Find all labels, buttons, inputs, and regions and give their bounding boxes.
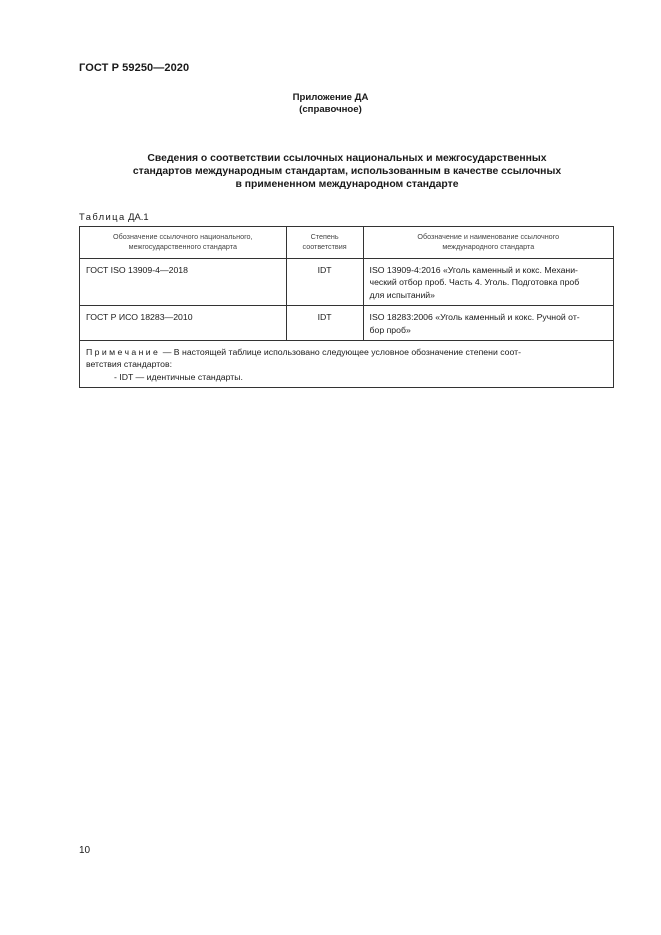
- section-title-line-3: в примененном международном стандарте: [235, 178, 459, 190]
- cell-international: [363, 306, 613, 341]
- cell-national: ГОСТ Р ИСО 18283—2010: [80, 306, 287, 341]
- header-degree-line-2: соответствия: [302, 242, 347, 251]
- header-intl-line-1: Обозначение и наименование ссылочного: [417, 232, 560, 241]
- cell-national: ГОСТ ISO 13909-4—2018: [80, 259, 287, 306]
- cell-degree: IDT: [286, 306, 363, 341]
- table-label-word: Таблица: [79, 211, 126, 222]
- cell-intl-line: ISO 13909-4:2016 «Уголь каменный и кокс. Механи-: [369, 265, 578, 275]
- page-number: 10: [79, 845, 91, 856]
- table-row: [80, 306, 614, 341]
- correspondence-table: [79, 226, 614, 388]
- note-text-1: — В настоящей таблице использовано следующее условное обозначение степени соот-: [160, 347, 521, 358]
- header-intl-line-2: международного стандарта: [442, 242, 535, 251]
- cell-intl-line: ISO 18283:2006 «Уголь каменный и кокс. Ручной от-: [369, 312, 580, 323]
- table-label-number: ДА.1: [125, 211, 149, 222]
- note-line-1: [86, 346, 607, 358]
- note-item: - IDT — идентичные стандарты.: [114, 371, 243, 382]
- cell-intl-line: ческий отбор проб. Часть 4. Уголь. Подготовка проб: [369, 277, 580, 288]
- section-title-line-2: стандартов международным стандартам, использованным в качестве ссылочных: [132, 165, 562, 177]
- header-degree-line-1: Степень: [310, 232, 339, 241]
- table-note: [80, 341, 614, 388]
- section-title: [100, 153, 594, 191]
- header-national-line-1: Обозначение ссылочного национального,: [113, 232, 253, 241]
- section-title-line-1: Сведения о соответствии ссылочных национальных и межгосударственных: [147, 153, 547, 164]
- cell-intl-line: бор проб»: [369, 324, 411, 335]
- cell-degree: IDT: [286, 259, 363, 306]
- cell-intl-line: для испытаний»: [369, 289, 435, 300]
- table-note-row: [80, 341, 614, 388]
- note-line-2: ветствия стандартов:: [86, 359, 172, 370]
- table-row: [80, 259, 614, 306]
- header-national-standard: [80, 227, 287, 259]
- header-degree: [286, 227, 363, 259]
- table-label: [79, 211, 149, 222]
- table-header-row: [80, 227, 614, 259]
- header-national-line-2: межгосударственного стандарта: [128, 242, 237, 251]
- annex-subtitle: (справочное): [299, 104, 362, 115]
- annex-title: Приложение ДА: [292, 92, 369, 103]
- document-code: ГОСТ Р 59250—2020: [79, 62, 190, 74]
- cell-international: [363, 259, 613, 306]
- header-international-standard: [363, 227, 613, 259]
- note-label: Примечание: [86, 347, 161, 358]
